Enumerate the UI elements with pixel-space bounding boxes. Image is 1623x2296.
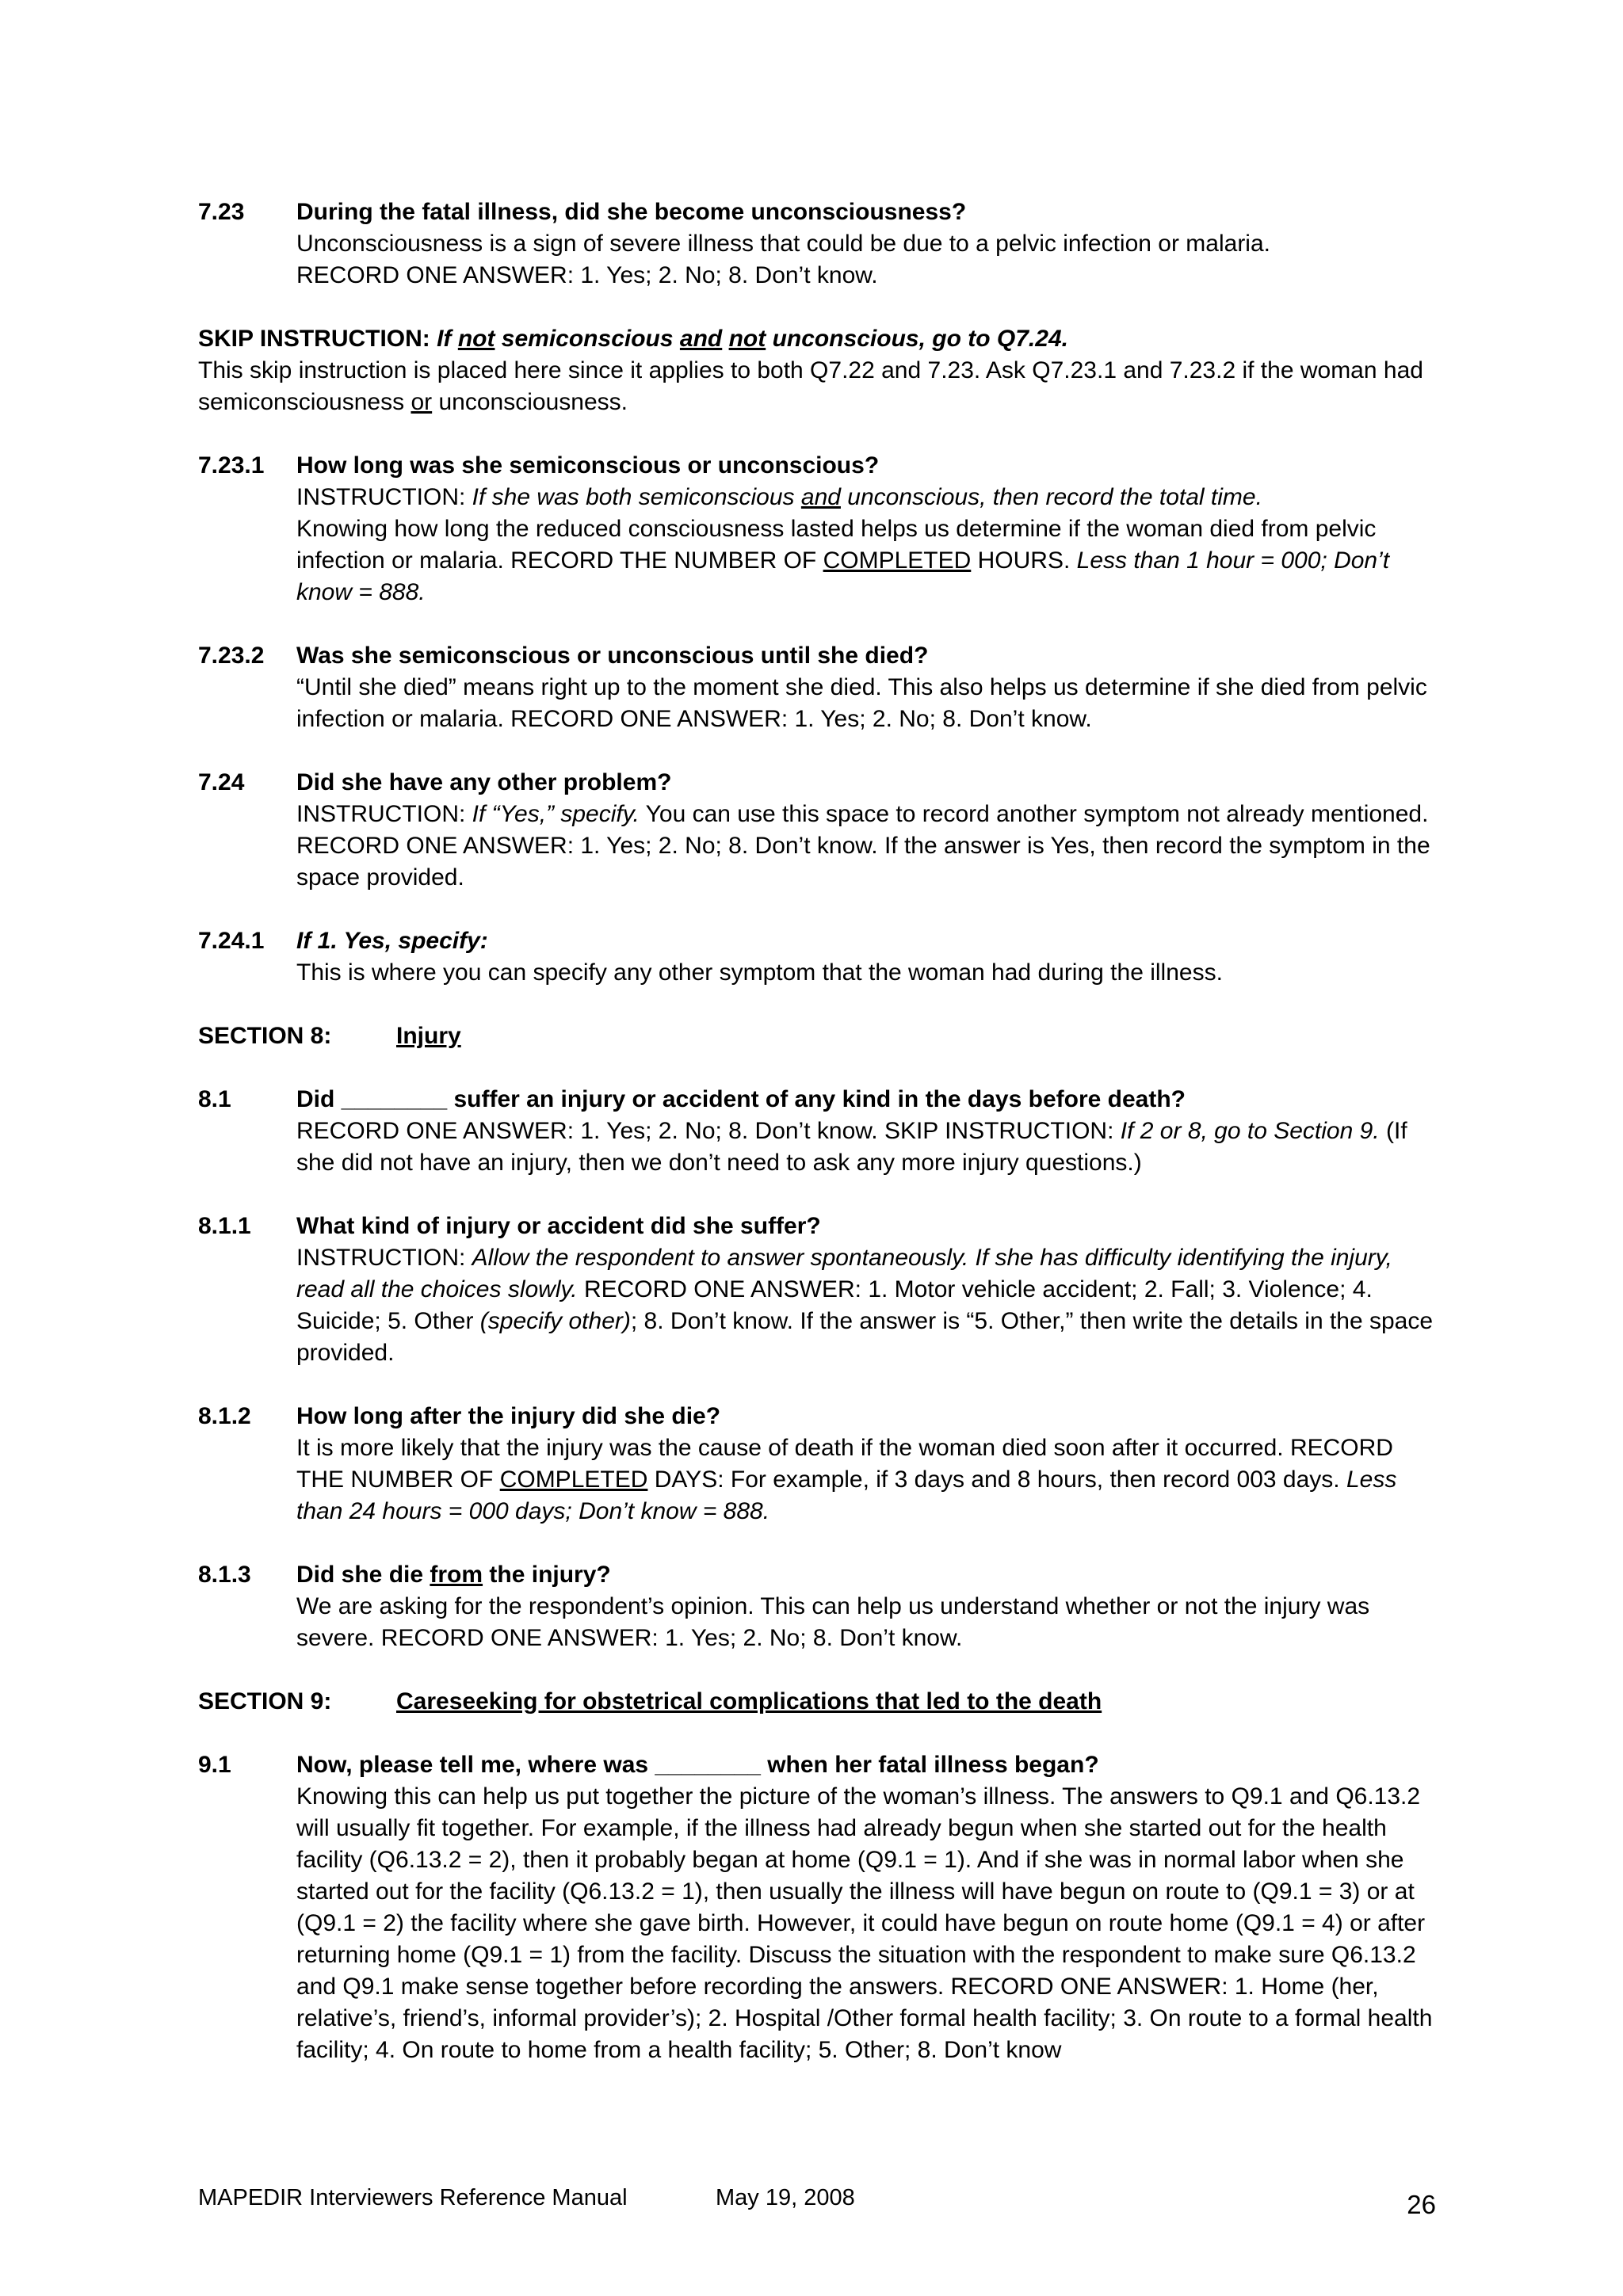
explanation-text: Knowing this can help us put together the picture of the woman’s illness. The answers to Q9.1 and Q6.13.2 will usually fit together. For example, if the illness had already begun when she started out for the health facility (Q6.13.2 = 2), then it probably began at home (Q9.1 = 1). And if she was in normal labor when she started out for the facility (Q6.13.2 = 1), then usually the illness will have begun on route to (Q9.1 = 3) or at (Q9.1 = 2) the facility where she gave birth. However, it could have begun on route home (Q9.1 = 4) or after returning home (Q9.1 = 1) from the facility. Discuss the situation with the respondent to make sure Q6.13.2 and Q9.1 make sense together before recording the answers. RECORD ONE ANSWER: 1. Home (her, relative’s, friend’s, informal provider’s); 2. Hospital /Other formal health facility; 3. On route to a formal health facility; 4. On route to home from a health facility; 5. Other; 8. Don’t know xyxy=(296,1783,1433,2063)
question-9-1 xyxy=(198,1749,1442,2066)
question-7-23 xyxy=(198,196,1442,292)
page-content xyxy=(198,196,1442,2066)
explanation-text: It is more likely that the injury was the cause of death if the woman died soon after it occurred. RECORD THE NUMBER OF COMPLETED DAYS: For example, if 3 days and 8 hours, then record 003 days. Less than 24 hours = 000 days; Don’t know = 888. xyxy=(296,1435,1397,1524)
question-number: 8.1.3 xyxy=(198,1562,251,1588)
question-text: How long was she semiconscious or unconscious? xyxy=(296,452,880,479)
explanation-text: This is where you can specify any other symptom that the woman had during the illness. xyxy=(296,959,1223,986)
explanation-text: Unconsciousness is a sign of severe illness that could be due to a pelvic infection or malaria. xyxy=(296,231,1270,257)
question-number: 9.1 xyxy=(198,1752,231,1778)
question-text: Did ________ suffer an injury or accident of any kind in the days before death? xyxy=(296,1086,1186,1112)
question-text: Now, please tell me, where was ________ when her fatal illness began? xyxy=(296,1752,1099,1778)
page-number: 26 xyxy=(1407,2190,1436,2219)
explanation-text: Knowing how long the reduced consciousness lasted helps us determine if the woman died from pelvic infection or malaria. RECORD THE NUMBER OF COMPLETED HOURS. Less than 1 hour = 000; Don’t know = 888. xyxy=(296,516,1390,605)
skip-explanation: This skip instruction is placed here since it applies to both Q7.22 and 7.23. Ask Q7.23.1 and 7.23.2 if the woman had semiconsciousness or unconsciousness. xyxy=(198,357,1423,415)
question-7-23-2 xyxy=(198,640,1442,735)
section-8-heading xyxy=(198,1020,1442,1052)
question-7-23-1 xyxy=(198,450,1442,608)
section-9-heading xyxy=(198,1686,1442,1718)
question-text: Did she have any other problem? xyxy=(296,769,672,795)
footer-manual-title: MAPEDIR Interviewers Reference Manual xyxy=(198,2185,628,2210)
footer-date: May 19, 2008 xyxy=(716,2185,855,2210)
page-footer xyxy=(198,2185,1442,2220)
question-7-24 xyxy=(198,767,1442,894)
question-text: Was she semiconscious or unconscious until she died? xyxy=(296,643,929,669)
skip-instruction-block xyxy=(198,323,1442,418)
question-number: 7.23.1 xyxy=(198,452,265,479)
record-instruction: RECORD ONE ANSWER: 1. Yes; 2. No; 8. Don’t know. xyxy=(296,262,878,288)
explanation-text: INSTRUCTION: If “Yes,” specify. You can use this space to record another symptom not already mentioned. RECORD ONE ANSWER: 1. Yes; 2. No; 8. Don’t know. If the answer is Yes, then record the symptom in the space provided. xyxy=(296,801,1430,891)
question-text: How long after the injury did she die? xyxy=(296,1403,721,1429)
question-text: Did she die from the injury? xyxy=(296,1562,611,1588)
explanation-text: “Until she died” means right up to the moment she died. This also helps us determine if she died from pelvic infection or malaria. RECORD ONE ANSWER: 1. Yes; 2. No; 8. Don’t know. xyxy=(296,674,1427,732)
question-number: 7.23.2 xyxy=(198,643,265,669)
question-8-1-3 xyxy=(198,1559,1442,1654)
question-number: 8.1.1 xyxy=(198,1213,251,1239)
question-8-1 xyxy=(198,1084,1442,1179)
explanation-text: RECORD ONE ANSWER: 1. Yes; 2. No; 8. Don’t know. SKIP INSTRUCTION: If 2 or 8, go to Section 9. (If she did not have an injury, then we don’t need to ask any more injury questions.) xyxy=(296,1118,1407,1176)
question-text: During the fatal illness, did she become unconsciousness? xyxy=(296,199,967,225)
instruction-line: INSTRUCTION: If she was both semiconscious and unconscious, then record the total time. xyxy=(296,484,1262,510)
section-label: SECTION 8: xyxy=(198,1023,332,1049)
section-label: SECTION 9: xyxy=(198,1688,332,1714)
question-number: 7.24 xyxy=(198,769,245,795)
question-7-24-1 xyxy=(198,925,1442,989)
question-number: 8.1 xyxy=(198,1086,231,1112)
question-number: 8.1.2 xyxy=(198,1403,251,1429)
explanation-text: We are asking for the respondent’s opinion. This can help us understand whether or not the injury was severe. RECORD ONE ANSWER: 1. Yes; 2. No; 8. Don’t know. xyxy=(296,1593,1370,1651)
question-text: If 1. Yes, specify: xyxy=(296,928,488,954)
explanation-text: INSTRUCTION: Allow the respondent to answer spontaneously. If she has difficulty identifying the injury, read all the choices slowly. RECORD ONE ANSWER: 1. Motor vehicle accident; 2. Fall; 3. Violence; 4. Suicide; 5. Other (specify other); 8. Don’t know. If the answer is “5. Other,” then write the details in the space provided. xyxy=(296,1245,1434,1366)
question-number: 7.23 xyxy=(198,199,245,225)
question-8-1-2 xyxy=(198,1401,1442,1527)
skip-label: SKIP INSTRUCTION: xyxy=(198,326,430,352)
section-title: Careseeking for obstetrical complications that led to the death xyxy=(396,1688,1102,1714)
section-title: Injury xyxy=(396,1023,461,1049)
question-number: 7.24.1 xyxy=(198,928,265,954)
question-text: What kind of injury or accident did she suffer? xyxy=(296,1213,821,1239)
skip-instruction-heading: SKIP INSTRUCTION: If not semiconscious and not unconscious, go to Q7.24. xyxy=(198,326,1068,352)
question-8-1-1 xyxy=(198,1211,1442,1369)
